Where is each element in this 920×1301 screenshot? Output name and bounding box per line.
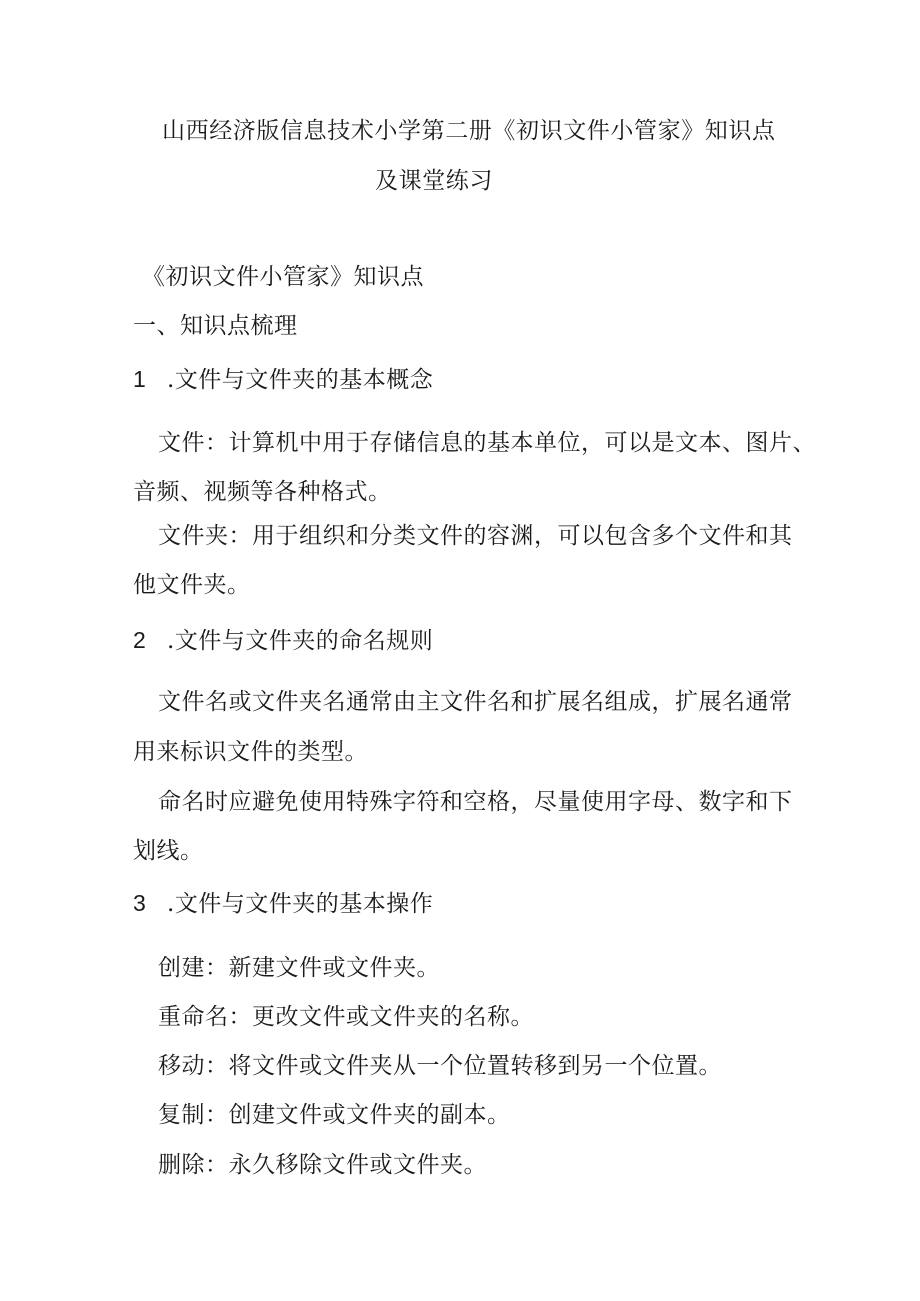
document-title-line-1: 山西经济版信息技术小学第二册《初识文件小管家》知识点 — [162, 118, 776, 144]
section-heading-1: 一、知识点梳理 — [133, 313, 298, 339]
paragraph-2-line-1: 文件夹：用于组织和分类文件的容渊，可以包含多个文件和其 — [158, 523, 793, 549]
heading-2-number: 2 — [133, 627, 147, 653]
heading-1-text: .文件与文件夹的基本概念 — [167, 367, 434, 393]
heading-3 — [133, 888, 433, 919]
heading-2-text: .文件与文件夹的命名规则 — [167, 628, 434, 654]
operation-create: 创建：新建文件或文件夹。 — [158, 955, 440, 981]
operation-delete: 删除：永久移除文件或文件夹。 — [158, 1152, 487, 1178]
heading-1-number: 1 — [133, 366, 147, 392]
heading-1 — [133, 364, 433, 395]
heading-3-text: .文件与文件夹的基本操作 — [167, 891, 434, 917]
paragraph-1-line-1: 文件：计算机中用于存储信息的基本单位，可以是文本、图片、 — [158, 430, 816, 456]
document-title-line-2: 及课堂练习 — [375, 168, 493, 194]
subtitle: 《初识文件小管家》知识点 — [142, 264, 424, 290]
paragraph-3-line-2: 用来标识文件的类型。 — [133, 739, 368, 765]
paragraph-3-line-1: 文件名或文件夹名通常由主文件名和扩展名组成，扩展名通常 — [158, 689, 793, 715]
paragraph-2-line-2: 他文件夹。 — [133, 572, 251, 598]
operation-rename: 重命名：更改文件或文件夹的名称。 — [158, 1004, 534, 1030]
operation-copy: 复制：创建文件或文件夹的副本。 — [158, 1102, 511, 1128]
paragraph-4-line-2: 划线。 — [133, 838, 204, 864]
paragraph-1-line-2: 音频、视频等各种格式。 — [133, 479, 392, 505]
paragraph-4-line-1: 命名时应避免使用特殊字符和空格，尽量使用字母、数字和下 — [158, 789, 793, 815]
heading-3-number: 3 — [133, 890, 147, 916]
heading-2 — [133, 625, 433, 656]
operation-move: 移动：将文件或文件夹从一个位置转移到另一个位置。 — [158, 1053, 722, 1079]
